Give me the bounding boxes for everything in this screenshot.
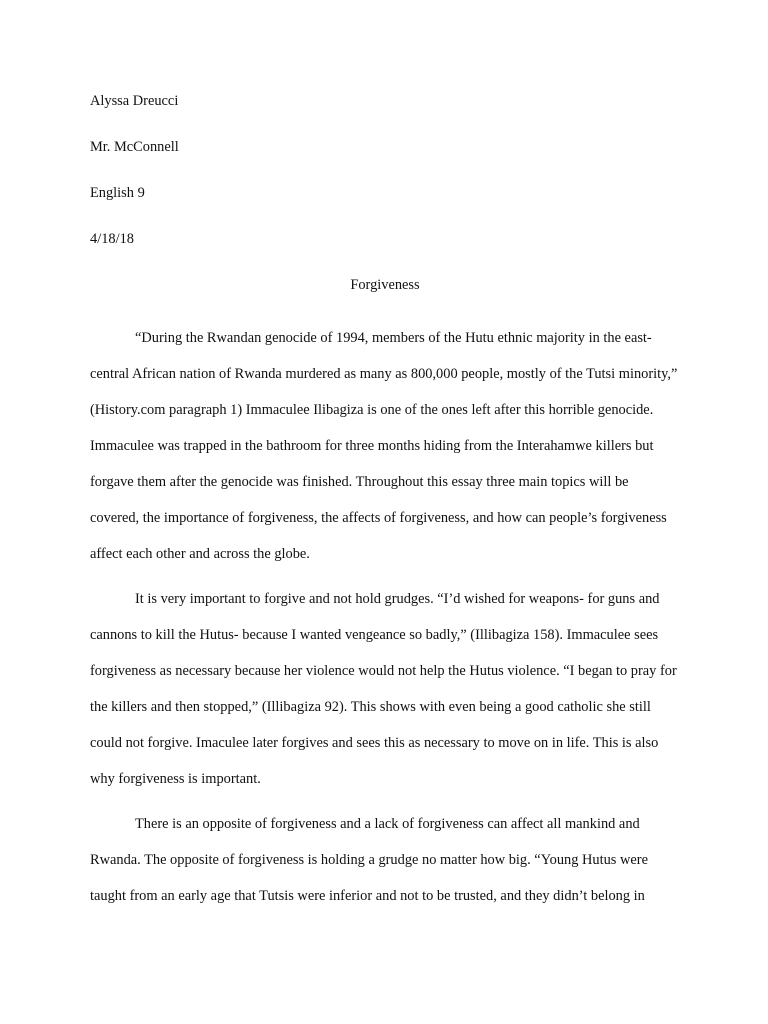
teacher-name: Mr. McConnell bbox=[90, 139, 179, 155]
student-name: Alyssa Dreucci bbox=[90, 93, 179, 109]
essay-title: Forgiveness bbox=[350, 277, 420, 293]
essay-date: 4/18/18 bbox=[90, 231, 134, 247]
paragraph-2: It is very important to forgive and not hold grudges. “I’d wished for weapons- for guns and cannons to kill the Hutus- because I wanted vengeance so badly,” (Illibagiza 158). Immaculee sees forgiveness as necessary because her violence would not help the Hutus violence. “I began to pray for the killers and then stopped,” (Illibagiza 92). This shows with even being a good catholic she still could not forgive. Imaculee later forgives and sees this as necessary to move on in life. This is also why forgiveness is important. bbox=[90, 591, 677, 787]
course-name: English 9 bbox=[90, 185, 145, 201]
essay-body bbox=[90, 90, 680, 923]
paragraph-1: “During the Rwandan genocide of 1994, members of the Hutu ethnic majority in the east-central African nation of Rwanda murdered as many as 800,000 people, mostly of the Tutsi minority,” (History.com paragraph 1) Immaculee Ilibagiza is one of the ones left after this horrible genocide. Immaculee was trapped in the bathroom for three months hiding from the Interahamwe killers but forgave them after the genocide was finished. Throughout this essay three main topics will be covered, the importance of forgiveness, the affects of forgiveness, and how can people’s forgiveness affect each other and across the globe. bbox=[90, 330, 678, 562]
paragraph-3: There is an opposite of forgiveness and a lack of forgiveness can affect all mankind and Rwanda. The opposite of forgiveness is holding a grudge no matter how big. “Young Hutus were taught from an early age that Tutsis were inferior and not to be trusted, and they didn’t belong in bbox=[90, 816, 648, 904]
